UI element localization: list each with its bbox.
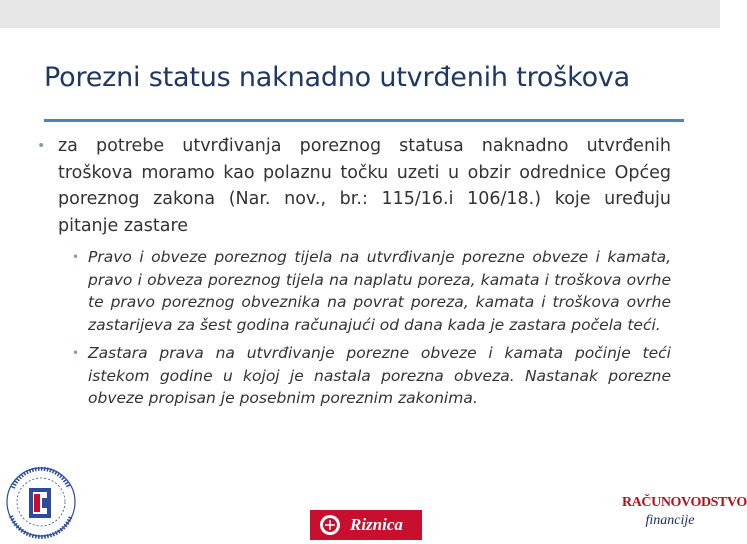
riznica-emblem-icon: [314, 510, 348, 540]
seal-icon: [3, 458, 79, 540]
racunovodstvo-text: RAČUNOVODSTVO: [622, 495, 747, 510]
bullet-dot-icon: •: [72, 250, 80, 264]
title-rule: [44, 119, 684, 122]
main-bullet: [28, 133, 671, 239]
bullet-dot-icon: •: [72, 346, 80, 360]
top-band: [0, 0, 720, 28]
sub-bullet: [28, 246, 671, 336]
main-bullet-text: za potrebe utvrđivanja poreznog statusa naknadno utvrđenih troškova moramo kao polaznu točku uzeti u obzir odrednice Općeg poreznog zakona (Nar. nov., br.: 115/16.i 106/18.) koje uređuju pitanje zastare: [58, 136, 671, 236]
sub-bullet-text: Zastara prava na utvrđivanje porezne obveze i kamata počinje teći istekom godine u kojoj je nastala porezna obveza. Nastanak porezne obveze propisan je posebnim poreznim zakonima.: [88, 344, 671, 407]
sub-bullet-list: [28, 246, 671, 410]
bullet-dot-icon: •: [37, 138, 46, 154]
riznica-logo: [310, 510, 422, 540]
slide-body: [28, 133, 671, 416]
sub-bullet-text: Pravo i obveze poreznog tijela na utvrđivanje porezne obveze i kamata, pravo i obveza poreznog tijela na naplatu poreza, kamata i troškova ovrhe te pravo poreznog obveznika na povrat poreza, kamata i troškova ovrhe zastarijeva za šest godina računajući od dana kada je zastara počela teći.: [88, 248, 671, 334]
association-seal-logo: [3, 458, 79, 540]
riznica-text: Riznica: [350, 515, 403, 534]
slide-title: Porezni status naknadno utvrđenih troškova: [44, 62, 631, 93]
sub-bullet: [28, 342, 671, 410]
racunovodstvo-logo: [622, 493, 747, 538]
financije-text: financije: [645, 513, 695, 528]
